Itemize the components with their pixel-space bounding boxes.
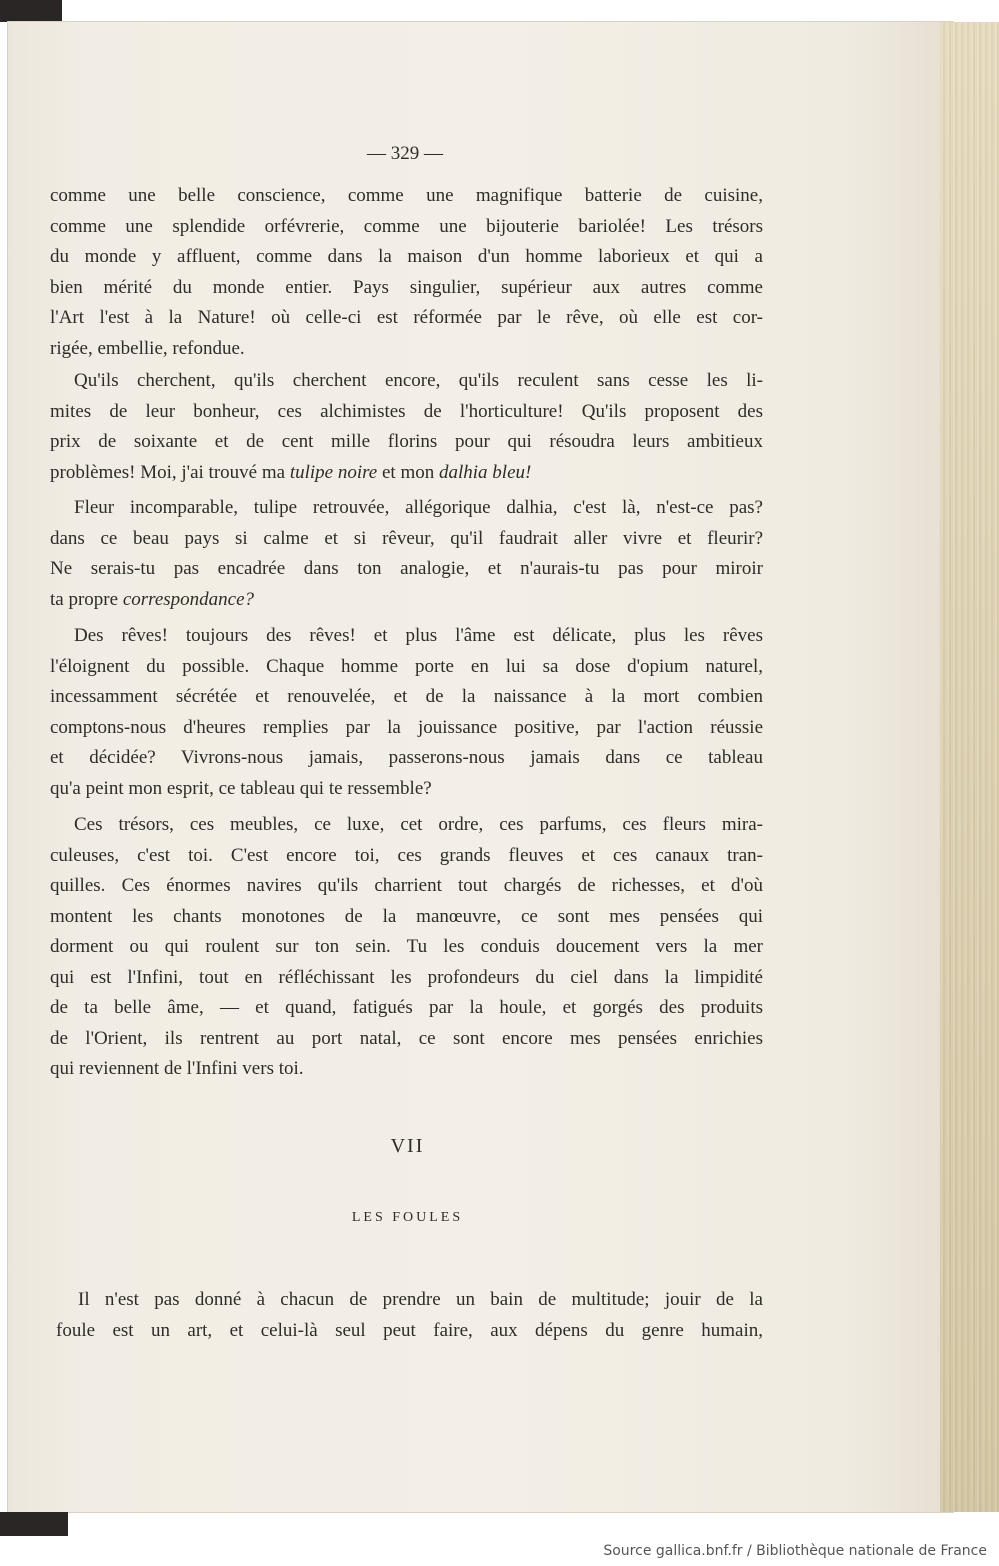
body-text-p4 (50, 621, 763, 804)
text-line: foule est un art, et celui-là seul peut faire, aux dépens du genre humain, (56, 1319, 763, 1341)
text-line: qui est l'Infini, tout en réfléchissant les profondeurs du ciel dans la limpidité (50, 966, 763, 988)
text-line: et décidée? Vivrons-nous jamais, passerons-nous jamais dans ce tableau (50, 747, 763, 768)
page-number: — 329 — (367, 143, 443, 164)
text-line: l'Art l'est à la Nature! où celle-ci est réformée par le rêve, où elle est cor- (50, 307, 763, 328)
text-line: Fleur incomparable, tulipe retrouvée, allégorique dalhia, c'est là, n'est-ce pas? (74, 497, 763, 518)
text-line: incessamment sécrétée et renouvelée, et de la naissance à la mort combien (50, 686, 763, 707)
text-run: ta propre (50, 588, 123, 610)
body-text-p6 (50, 1285, 763, 1346)
paragraph-6 (50, 1285, 763, 1346)
text-line: bien mérité du monde entier. Pays singulier, supérieur aux autres comme (50, 276, 763, 298)
text-line: comme une belle conscience, comme une magnifique batterie de cuisine, (50, 185, 763, 206)
italic-word: correspondance? (122, 588, 255, 610)
text-line: Ne serais-tu pas encadrée dans ton analogie, et n'aurais-tu pas pour miroir (50, 558, 763, 579)
italic-title: tulipe noire (289, 461, 378, 483)
paragraph-1 (50, 181, 763, 364)
text-line: comme une splendide orfévrerie, comme une bijouterie bariolée! Les trésors (50, 215, 763, 237)
paragraph-3 (50, 493, 763, 615)
body-text-p3 (50, 493, 763, 615)
text-line: dans ce beau pays si calme et si rêveur, qu'il faudrait aller vivre et fleurir? (50, 527, 763, 549)
text-run: et mon (377, 461, 439, 483)
text-line: mites de leur bonheur, ces alchimistes de l'horticulture! Qu'ils proposent des (50, 400, 763, 422)
text-line: Des rêves! toujours des rêves! et plus l'âme est délicate, plus les rêves (74, 625, 763, 646)
text-line: de l'Orient, ils rentrent au port natal, ce sont encore mes pensées enrichies (50, 1027, 763, 1049)
text-line: Il n'est pas donné à chacun de prendre un bain de multitude; jouir de la (78, 1289, 763, 1310)
text-line: de ta belle âme, — et quand, fatigués par la houle, et gorgés des produits (50, 997, 763, 1018)
text-line: rigée, embellie, refondue. (50, 337, 245, 359)
chapter-number: VII (390, 1135, 425, 1157)
body-text-p2 (50, 366, 763, 488)
text-line: qui reviennent de l'Infini vers toi. (50, 1058, 304, 1079)
text-line: culeuses, c'est toi. C'est encore toi, ces grands fleuves et ces canaux tran- (50, 844, 763, 866)
source-credit: Source gallica.bnf.fr / Bibliothèque nationale de France (603, 1543, 987, 1559)
paragraph-2 (50, 366, 763, 488)
text-line: quilles. Ces énormes navires qu'ils charrient tout chargés de richesses, et d'où (50, 875, 763, 896)
body-text-p5 (50, 810, 763, 1085)
text-line: prix de soixante et de cent mille florins pour qui résoudra leurs ambitieux (50, 431, 763, 452)
chapter-title: LES FOULES (351, 1210, 464, 1225)
paragraph-5 (50, 810, 763, 1085)
text-line: qu'a peint mon esprit, ce tableau qui te ressemble? (50, 777, 432, 799)
text-line: Qu'ils cherchent, qu'ils cherchent encore, qu'ils reculent sans cesse les li- (74, 370, 763, 391)
text-run: problèmes! Moi, j'ai trouvé ma (50, 461, 290, 483)
italic-title: dalhia bleu! (438, 461, 532, 483)
scan-border-bottom (0, 1512, 68, 1536)
paragraph-4 (50, 621, 763, 804)
footer-bar (0, 1538, 999, 1566)
text-line: l'éloignent du possible. Chaque homme porte en lui sa dose d'opium naturel, (50, 655, 763, 677)
text-line (50, 458, 763, 489)
text-line: montent les chants monotones de la manœuvre, ce sont mes pensées qui (50, 905, 763, 927)
text-line (50, 585, 763, 616)
book-page-edges (940, 22, 999, 1512)
scan-border-top (0, 0, 62, 22)
text-line: Ces trésors, ces meubles, ce luxe, cet ordre, ces parfums, ces fleurs mira- (74, 814, 763, 835)
body-text-top (50, 181, 763, 364)
text-line: dorment ou qui roulent sur ton sein. Tu les conduis doucement vers la mer (50, 936, 763, 957)
text-line: comptons-nous d'heures remplies par la jouissance positive, par l'action réussie (50, 716, 763, 738)
text-line: du monde y affluent, comme dans la maison d'un homme laborieux et qui a (50, 246, 763, 267)
